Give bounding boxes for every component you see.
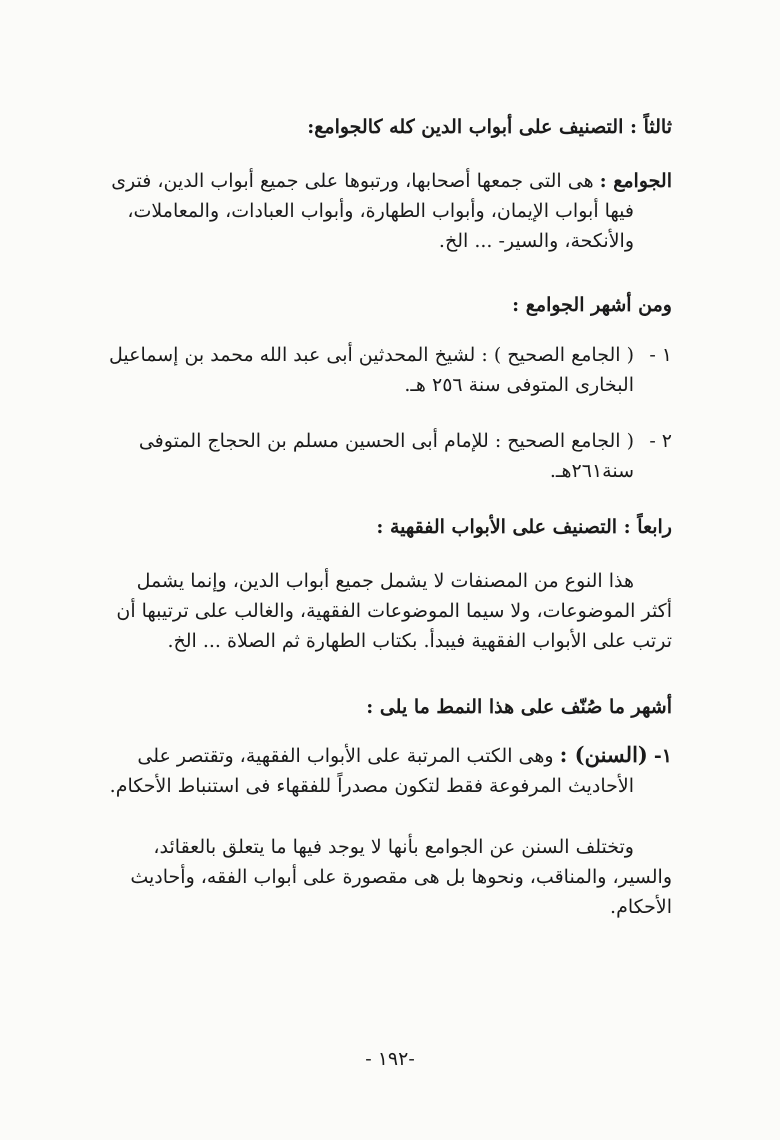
closing-line-3: الأحكام. [610, 896, 672, 918]
heading-third-category [100, 112, 672, 142]
jawami-line-3: والأنكحة، والسير- ... الخ. [438, 230, 634, 252]
item-2-number: ٢ - [649, 430, 672, 452]
fiqh-line-3: ترتب على الأبواب الفقهية فيبدأ. بكتاب الطهارة ثم الصلاة ... الخ. [167, 630, 672, 652]
item-1-line-1 [100, 340, 672, 370]
closing-paragraph [100, 832, 672, 922]
heading-third-text: ثالثاً : التصنيف على أبواب الدين كله كالجوامع: [307, 116, 672, 138]
closing-line-2: والسير، والمناقب، ونحوها بل هى مقصورة على أبواب الفقه، وأحاديث [130, 866, 672, 888]
fiqh-paragraph [100, 566, 672, 656]
sunan-term: (السنن) : [559, 742, 648, 767]
item-2-line-1 [100, 426, 672, 456]
heading-famous-jawami-text: ومن أشهر الجوامع : [512, 294, 672, 316]
sunan-line-1-text: وهى الكتب المرتبة على الأبواب الفقهية، وتقتصر على [137, 745, 554, 767]
sunan-line-2: الأحاديث المرفوعة فقط لتكون مصدراً للفقهاء فى استنباط الأحكام. [109, 775, 634, 797]
heading-fourth-category [100, 512, 672, 542]
item-1-line-2: البخارى المتوفى سنة ٢٥٦ هـ. [404, 374, 634, 396]
sunan-item [100, 740, 672, 801]
item-2-line-2: سنة٢٦١هـ. [549, 460, 634, 482]
list-item-muslim [100, 426, 672, 486]
jawami-term: الجوامع : [599, 170, 672, 192]
jawami-line-2: فيها أبواب الإيمان، وأبواب الطهارة، وأبواب العبادات، والمعاملات، [127, 200, 634, 222]
heading-fourth-text: رابعاً : التصنيف على الأبواب الفقهية : [376, 516, 672, 538]
heading-famous-pattern-text: أشهر ما صُنّف على هذا النمط ما يلى : [366, 696, 672, 718]
fiqh-line-1: هذا النوع من المصنفات لا يشمل جميع أبواب الدين، وإنما يشمل [136, 570, 634, 592]
heading-famous-jawami [100, 290, 672, 320]
jawami-line-1-text: هى التى جمعها أصحابها، ورتبوها على جميع أبواب الدين، فترى [111, 170, 594, 192]
item-2-line-1-text: ( الجامع الصحيح : للإمام أبى الحسين مسلم بن الحجاج المتوفى [138, 430, 634, 452]
fiqh-line-2: أكثر الموضوعات، ولا سيما الموضوعات الفقهية، والغالب على ترتيبها أن [116, 600, 672, 622]
closing-line-1: وتختلف السنن عن الجوامع بأنها لا يوجد فيها ما يتعلق بالعقائد، [153, 836, 634, 858]
jawami-definition [100, 166, 672, 256]
heading-famous-pattern [100, 692, 672, 722]
page-number: -١٩٢ - [365, 1048, 415, 1070]
item-1-number: ١ - [649, 344, 672, 366]
jawami-line-1 [100, 166, 672, 196]
item-1-line-1-text: ( الجامع الصحيح ) : لشيخ المحدثين أبى عبد الله محمد بن إسماعيل [108, 344, 634, 366]
sunan-line-1 [100, 740, 672, 771]
list-item-bukhari [100, 340, 672, 400]
sunan-number: ١- [653, 745, 672, 767]
